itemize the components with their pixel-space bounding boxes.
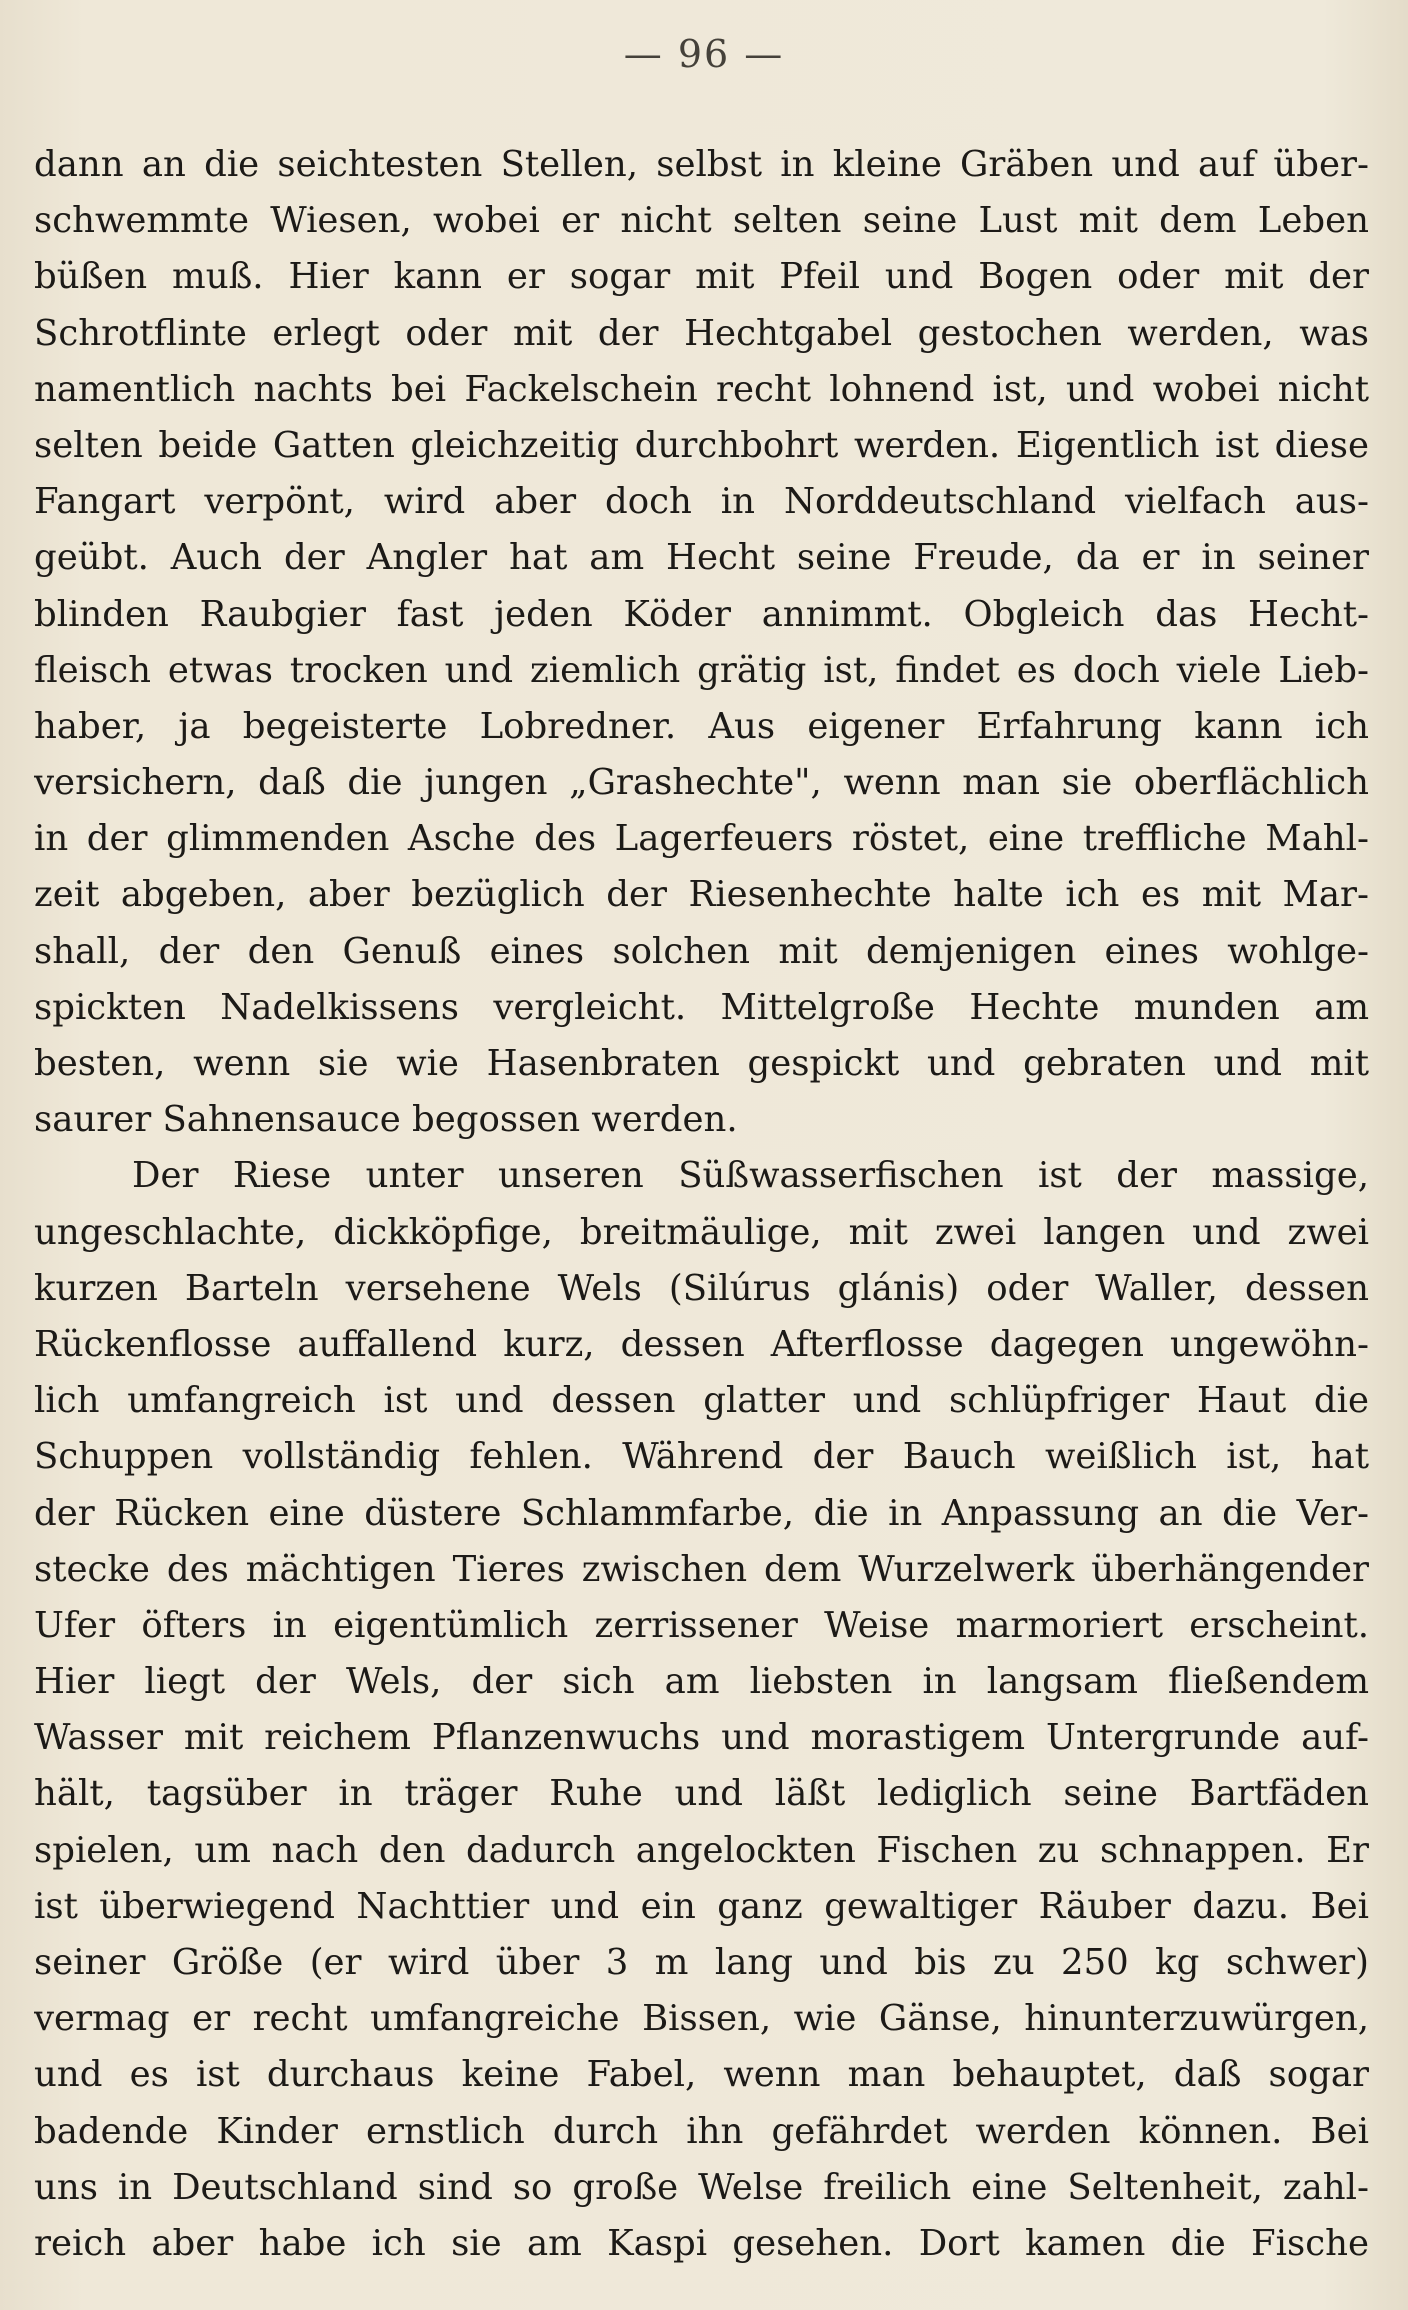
text-line: Wasser mit reichem Pflanzenwuchs und morastigem Untergrunde auf-	[34, 1717, 1369, 1759]
text-line: Schrotflinte erlegt oder mit der Hechtgabel gestochen werden, was	[34, 312, 1369, 354]
text-line: geübt. Auch der Angler hat am Hecht seine Freude, da er in seiner	[34, 537, 1369, 579]
text-line: dann an die seichtesten Stellen, selbst in kleine Gräben und auf über-	[34, 144, 1369, 185]
text-line: Fangart verpönt, wird aber doch in Norddeutschland vielfach aus-	[34, 481, 1369, 523]
text-line: lich umfangreich ist und dessen glatter und schlüpfriger Haut die	[34, 1380, 1369, 1422]
text-line: Schuppen vollständig fehlen. Während der Bauch weißlich ist, hat	[34, 1436, 1369, 1478]
text-line: Rückenflosse auffallend kurz, dessen Afterflosse dagegen ungewöhn-	[34, 1323, 1369, 1365]
text-line: haber, ja begeisterte Lobredner. Aus eigener Erfahrung kann ich	[34, 705, 1369, 747]
text-line: der Rücken eine düstere Schlammfarbe, die in Anpassung an die Ver-	[34, 1492, 1369, 1534]
text-line: saurer Sahnensauce begossen werden.	[34, 1099, 738, 1141]
text-line: stecke des mächtigen Tieres zwischen dem Wurzelwerk überhängender	[34, 1548, 1369, 1590]
text-line: büßen muß. Hier kann er sogar mit Pfeil und Bogen oder mit der	[34, 256, 1369, 298]
text-line: spielen, um nach den dadurch angelockten Fischen zu schnappen. Er	[34, 1829, 1369, 1871]
paragraph-pike	[34, 137, 1369, 1148]
text-line: badende Kinder ernstlich durch ihn gefährdet werden können. Bei	[34, 2110, 1369, 2152]
text-line: namentlich nachts bei Fackelschein recht lohnend ist, und wobei nicht	[34, 368, 1369, 410]
text-line: besten, wenn sie wie Hasenbraten gespickt und gebraten und mit	[34, 1043, 1369, 1084]
text-line: hält, tagsüber in träger Ruhe und läßt lediglich seine Bartfäden	[34, 1773, 1369, 1815]
text-line: zeit abgeben, aber bezüglich der Riesenhechte halte ich es mit Mar-	[34, 874, 1369, 916]
text-line: selten beide Gatten gleichzeitig durchbohrt werden. Eigentlich ist diese	[34, 424, 1369, 466]
text-line: schwemmte Wiesen, wobei er nicht selten seine Lust mit dem Leben	[34, 200, 1369, 242]
paragraph-wels	[34, 1148, 1369, 2272]
text-line: blinden Raubgier fast jeden Köder annimmt. Obgleich das Hecht-	[34, 593, 1369, 635]
text-line: fleisch etwas trocken und ziemlich grätig ist, findet es doch viele Lieb-	[34, 649, 1369, 691]
text-line: versichern, daß die jungen „Grashechte", wenn man sie oberflächlich	[34, 762, 1369, 804]
body-text	[34, 137, 1369, 2272]
text-line: spickten Nadelkissens vergleicht. Mittelgroße Hechte munden am	[34, 986, 1369, 1028]
text-line: uns in Deutschland sind so große Welse freilich eine Seltenheit, zahl-	[34, 2166, 1369, 2208]
page-number: — 96 —	[623, 32, 785, 76]
text-line: Hier liegt der Wels, der sich am liebsten in langsam fließendem	[34, 1661, 1369, 1703]
text-line: in der glimmenden Asche des Lagerfeuers röstet, eine treffliche Mahl-	[34, 818, 1369, 860]
text-line: ist überwiegend Nachttier und ein ganz gewaltiger Räuber dazu. Bei	[34, 1885, 1369, 1927]
text-line: vermag er recht umfangreiche Bissen, wie Gänse, hinunterzuwürgen,	[34, 1998, 1369, 2040]
text-line: Der Riese unter unseren Süßwasserfischen ist der massige,	[132, 1155, 1369, 1197]
text-line: und es ist durchaus keine Fabel, wenn man behauptet, daß sogar	[34, 2054, 1369, 2096]
text-line: kurzen Barteln versehene Wels (Silúrus glánis) oder Waller, dessen	[34, 1267, 1369, 1309]
text-line: shall, der den Genuß eines solchen mit demjenigen eines wohlge-	[34, 930, 1369, 972]
text-line: Ufer öfters in eigentümlich zerrissener Weise marmoriert erscheint.	[34, 1604, 1369, 1646]
text-line: ungeschlachte, dickköpfige, breitmäulige, mit zwei langen und zwei	[34, 1211, 1369, 1253]
text-line: reich aber habe ich sie am Kaspi gesehen. Dort kamen die Fische	[34, 2222, 1369, 2264]
text-line: seiner Größe (er wird über 3 m lang und bis zu 250 kg schwer)	[34, 1942, 1369, 1983]
